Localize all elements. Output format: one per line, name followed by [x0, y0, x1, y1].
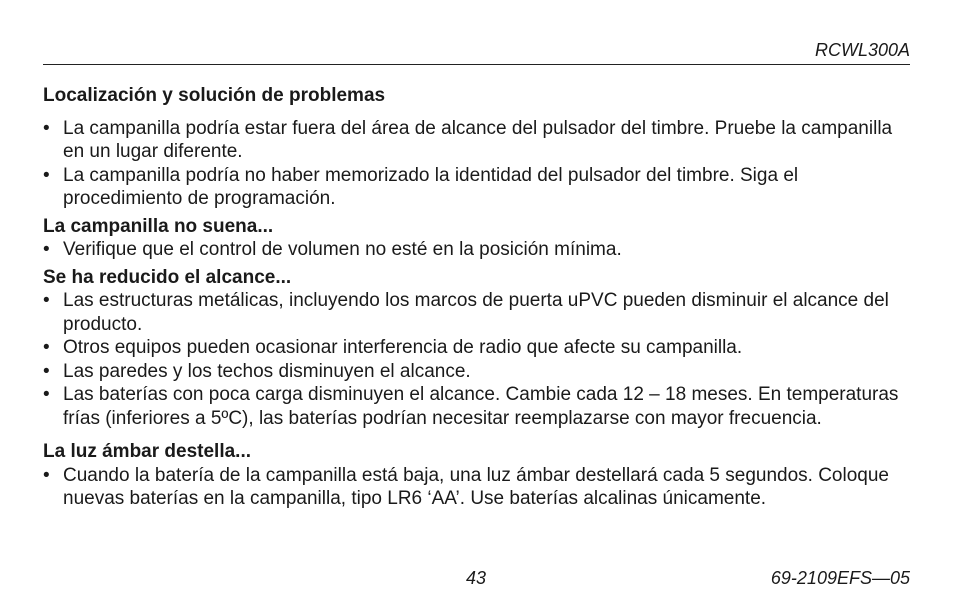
section-list-reduced-range	[43, 289, 913, 430]
section-heading-reduced-range: Se ha reducido el alcance...	[43, 266, 292, 288]
intro-list	[43, 117, 913, 211]
page-title: Localización y solución de problemas	[43, 85, 386, 106]
section-list-amber-light	[43, 464, 913, 511]
section-heading-amber-light: La luz ámbar destella...	[43, 441, 252, 462]
list-item: • Verifique que el control de volumen no esté en la posición mínima.	[43, 238, 913, 262]
list-item: • Las baterías con poca carga disminuyen el alcance. Cambie cada 12 – 18 meses. En temperaturas frías (inferiores a 5ºC), las baterías podrían necesitar reemplazarse con mayor frecuencia.	[43, 383, 913, 430]
list-item: • Las paredes y los techos disminuyen el alcance.	[43, 360, 913, 384]
list-item: • Las estructuras metálicas, incluyendo los marcos de puerta uPVC pueden disminuir el alcance del producto.	[43, 289, 913, 336]
document-number: 69-2109EFS—05	[770, 568, 910, 588]
model-number: RCWL300A	[814, 40, 910, 60]
list-item: • La campanilla podría no haber memorizado la identidad del pulsador del timbre. Siga el procedimiento de programación.	[43, 164, 913, 211]
page-number: 43	[466, 568, 487, 588]
page-content	[43, 84, 913, 511]
header-rule	[43, 64, 910, 65]
list-item: • Otros equipos pueden ocasionar interferencia de radio que afecte su campanilla.	[43, 336, 913, 360]
list-item: • Cuando la batería de la campanilla está baja, una luz ámbar destellará cada 5 segundos. Coloque nuevas baterías en la campanilla, tipo LR6 ‘AA’. Use baterías alcalinas únicamente.	[43, 464, 913, 511]
section-list-no-sound	[43, 238, 913, 262]
section-heading-no-sound: La campanilla no suena...	[43, 215, 274, 237]
list-item: • La campanilla podría estar fuera del área de alcance del pulsador del timbre. Pruebe la campanilla en un lugar diferente.	[43, 117, 913, 164]
